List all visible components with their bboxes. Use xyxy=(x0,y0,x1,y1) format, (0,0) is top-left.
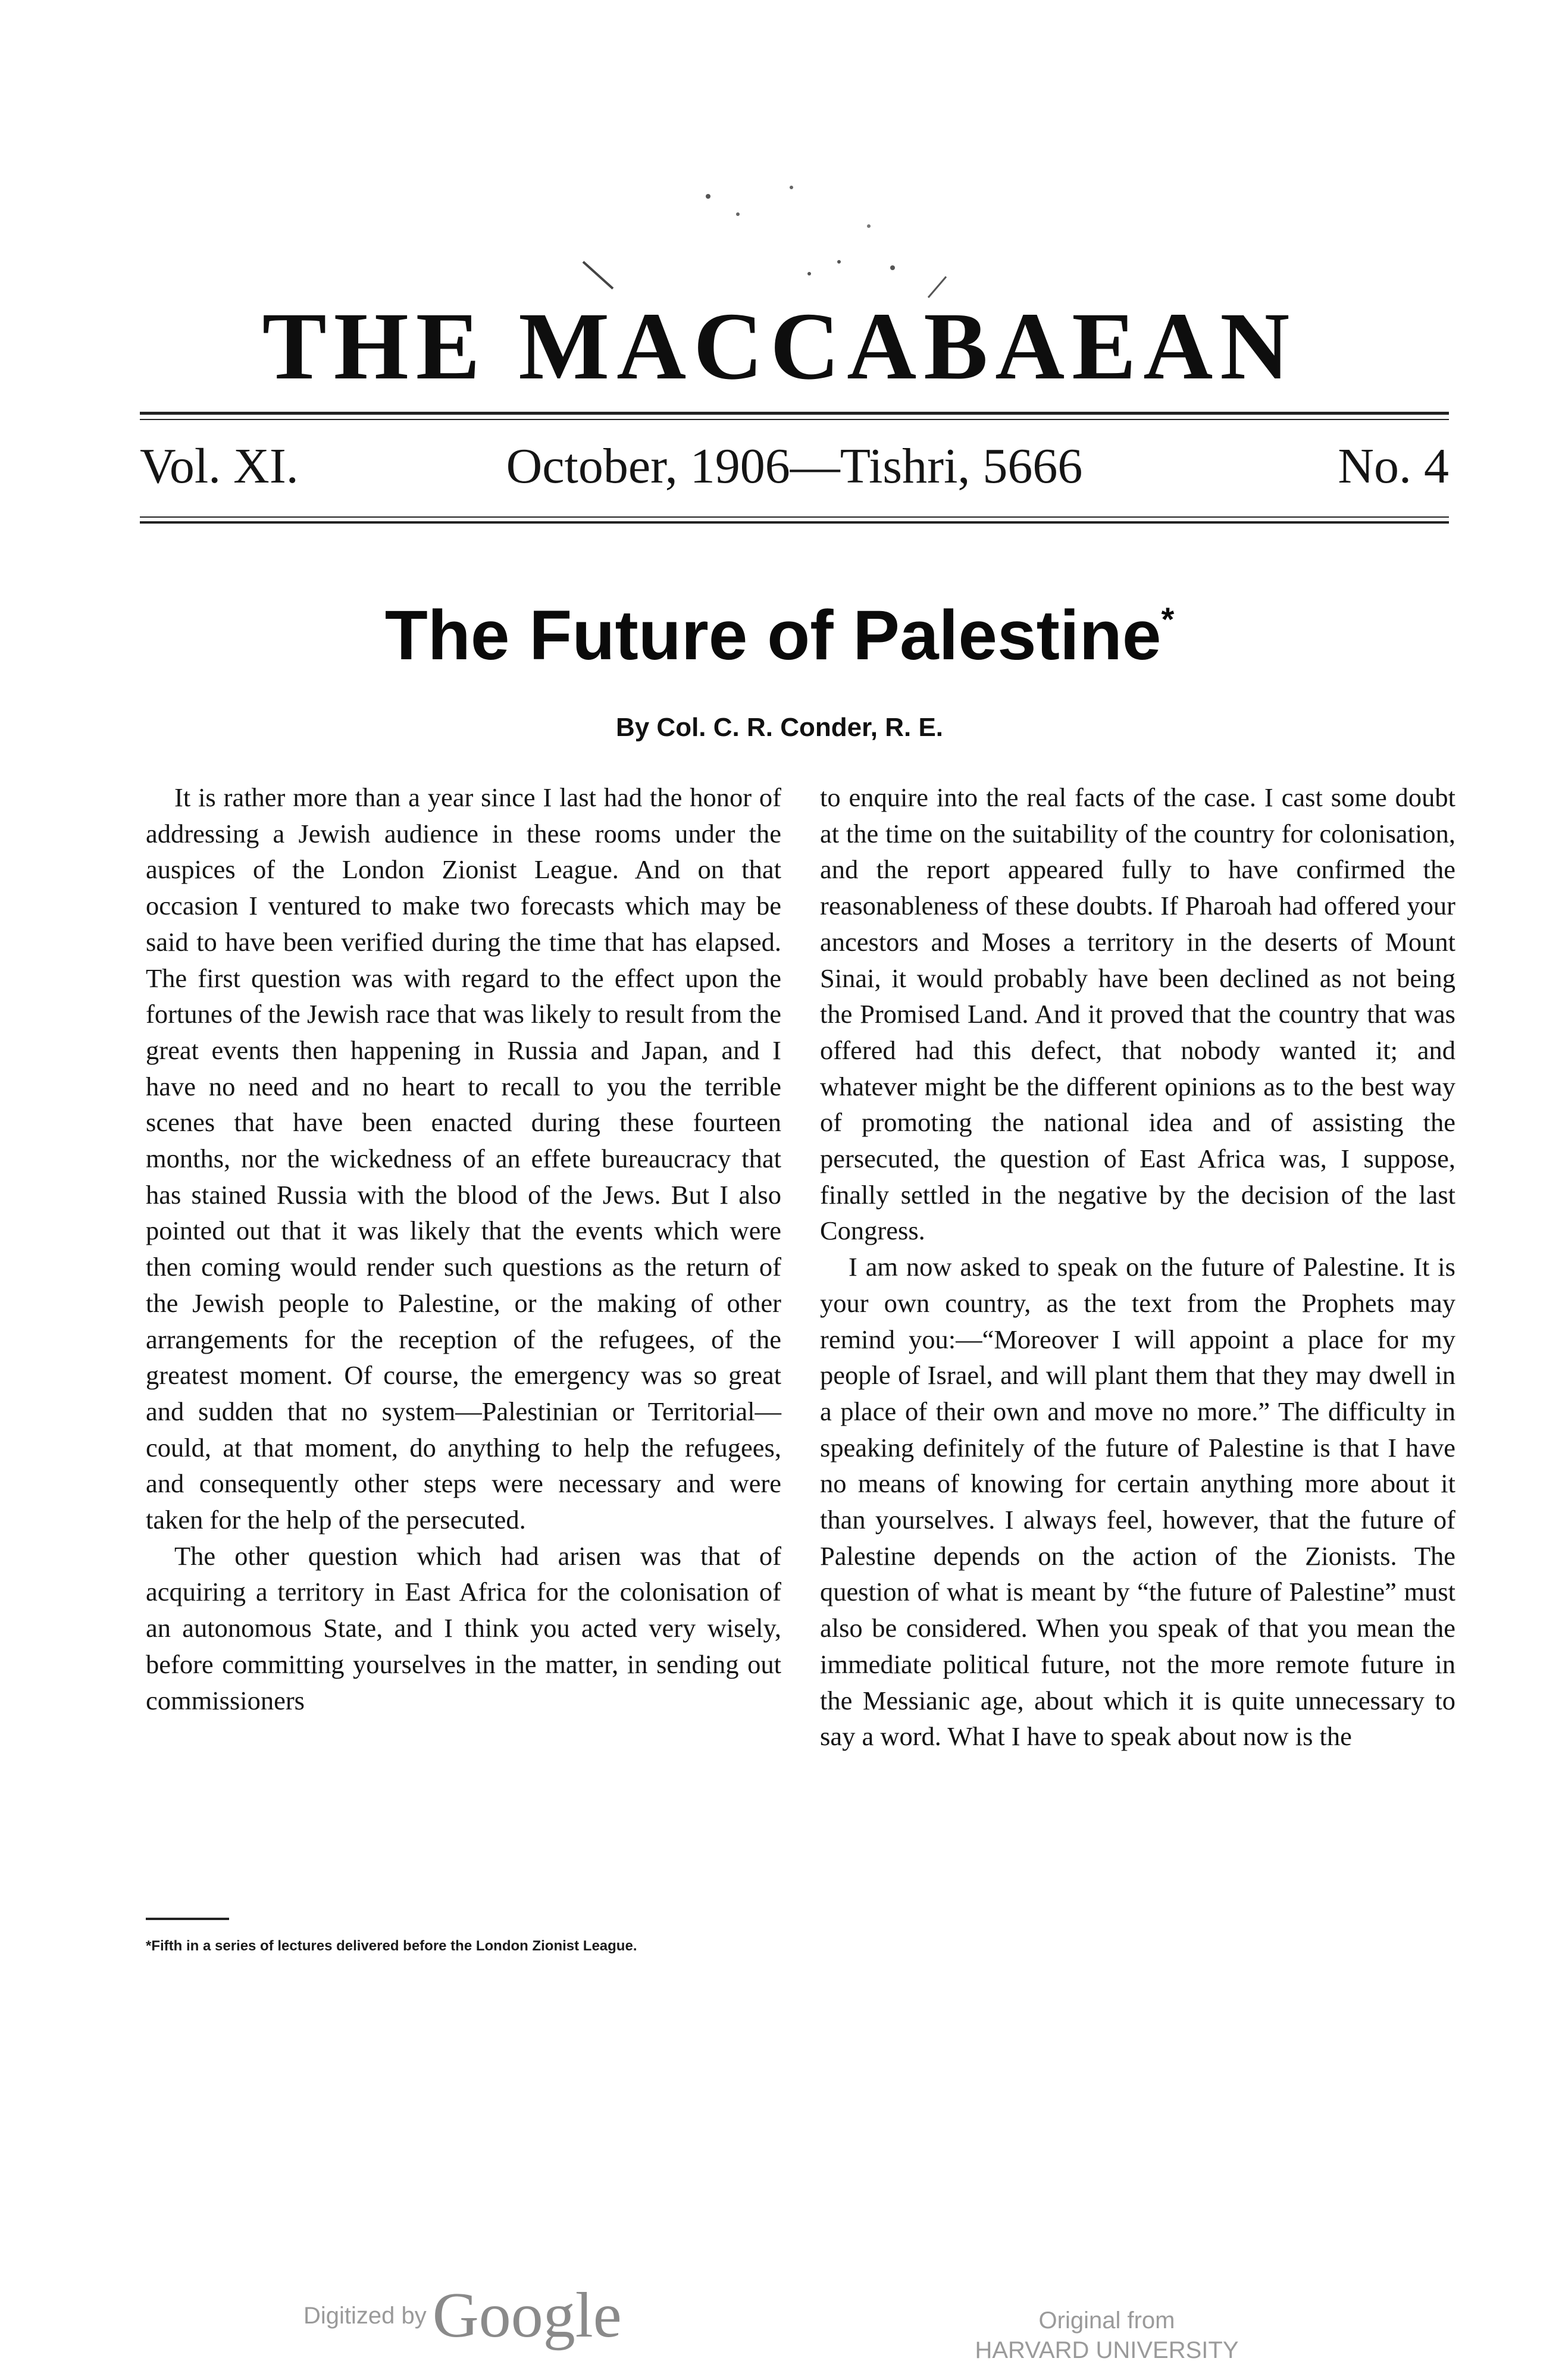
google-logo: Google xyxy=(432,2280,622,2351)
digitized-by xyxy=(303,2279,622,2356)
article-column-right xyxy=(820,779,1455,1755)
header-rule-bottom xyxy=(140,516,1449,518)
volume-label: Vol. XI. xyxy=(140,439,299,494)
issue-number: No. 4 xyxy=(1338,439,1449,494)
paragraph: The other question which had arisen was that of acquiring a territory in East Africa for the colonisation of an autonomous State, and I think you acted very wisely, before committing yourselves in the matter, in sending out commissioners xyxy=(146,1540,781,1715)
footnote-rule xyxy=(146,1918,229,1920)
digitized-label: Digitized by xyxy=(303,2303,427,2329)
paragraph: I am now asked to speak on the future of Palestine. It is your own country, as the text from the Prophets may remind you:—“Moreover I will appoint a place for my people of Israel, and will plant them that they may dwell in a place of their own and move no more.” The difficulty in speaking definitely of the future of Palestine is that I have no means of knowing for certain anything more about it than yourselves. I always feel, however, that the future of Palestine depends on the action of the Zionists. The question of what is meant by “the future of Palestine” must also be considered. When you speak of that you mean the immediate political future, not the more remote future in the Messianic age, about which it is quite unnecessary to say a word. What I have to speak about now is the xyxy=(820,1252,1455,1752)
byline: By Col. C. R. Conder, R. E. xyxy=(615,713,944,742)
header-rule-bottom-thick xyxy=(140,521,1449,524)
paragraph: It is rather more than a year since I last had the honor of addressing a Jewish audience in these rooms under the auspices of the London Zionist League. And on that occasion I ventured to make two forecasts which may be said to have been verified during the time that has elapsed. The first question was with regard to the effect upon the fortunes of the Jewish race that was likely to result from the great events then happening in Russia and Japan, and I have no need and no heart to recall to you the terrible scenes that have been enacted during these fourteen months, nor the wickedness of an effete bureaucracy that has stained Russia with the blood of the Jews. But I also pointed out that it was likely that the events which were then coming would render such questions as the return of the Jewish people to Palestine, or the making of other arrangements for the reception of the refugees, of the greatest moment. Of course, the emergency was so great and sudden that no system—Palestinian or Territorial—could, at that moment, do anything to help the refugees, and consequently other steps were necessary and were taken for the help of the persecuted. xyxy=(146,782,781,1535)
header-rule-top-thin xyxy=(140,419,1449,420)
article-title-text: The Future of Palestine xyxy=(384,596,1162,675)
harvard-university-label: HARVARD UNIVERSITY xyxy=(975,2337,1239,2363)
article-column-left xyxy=(146,779,781,1718)
header-rule-top xyxy=(140,412,1449,415)
issue-info-row xyxy=(140,437,1449,497)
paragraph: to enquire into the real facts of the case. I cast some doubt at the time on the suitability of the country for colonisation, and the report appeared fully to have confirmed the reasonableness of these doubts. If Pharoah had offered your ancestors and Moses a territory in the deserts of Mount Sinai, it would probably have been declined as not being the Promised Land. And it proved that the country that was offered had this defect, that nobody wanted it; and whatever might be the different opinions as to the best way of promoting the national idea and of assisting the persecuted, the question of East Africa was, I suppose, finally settled in the negative by the decision of the last Congress. xyxy=(820,782,1455,1246)
original-from-label: Original from xyxy=(1038,2307,1175,2334)
original-source xyxy=(946,2306,1267,2365)
article-title xyxy=(0,595,1559,676)
footnote: *Fifth in a series of lectures delivered before the London Zionist League. xyxy=(146,1938,637,1954)
masthead-title: THE MACCABAEAN xyxy=(262,293,1297,400)
footnote-marker: * xyxy=(1161,600,1175,638)
issue-date: October, 1906—Tishri, 5666 xyxy=(506,439,1083,494)
